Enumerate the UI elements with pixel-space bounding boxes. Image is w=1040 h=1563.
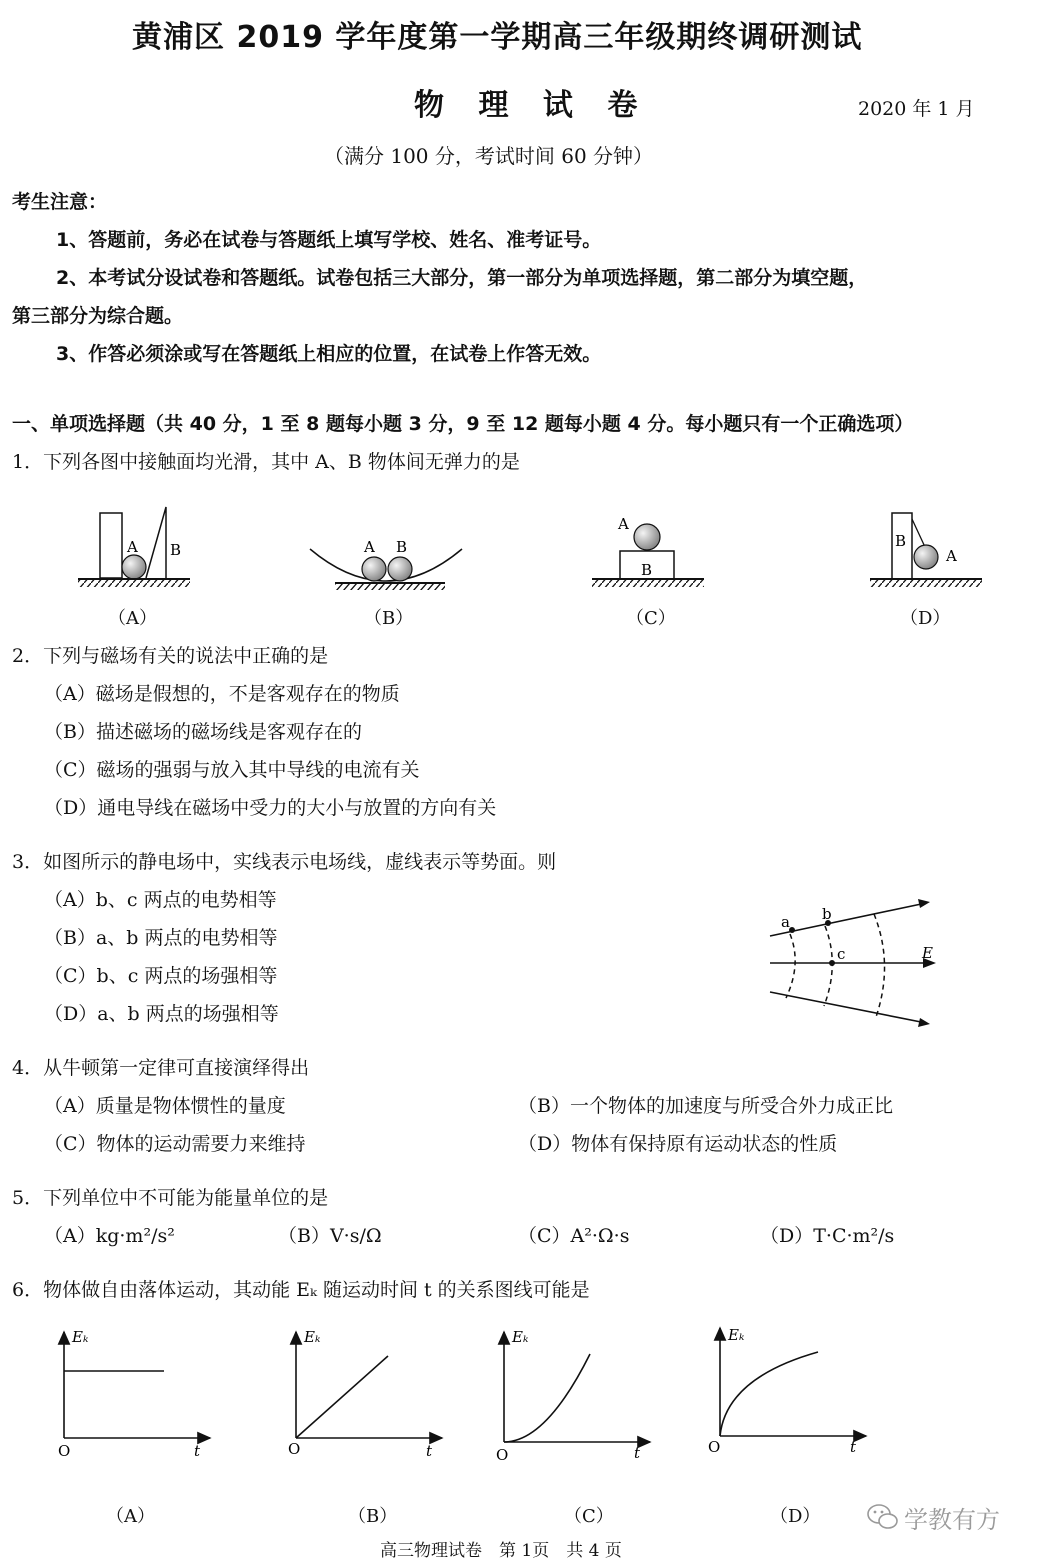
q6-graph-a-origin: O [58, 1442, 71, 1460]
q1-caption-b: （B） [364, 608, 414, 629]
q6-graph-d-y-label: Eₖ [728, 1326, 745, 1344]
q1-fig-d-label-b: B [895, 532, 907, 550]
q6-graph-d-x-label: t [850, 1438, 857, 1456]
q6-graph-d [708, 1326, 866, 1456]
q2-option-d: （D）通电导线在磁场中受力的大小与放置的方向有关 [44, 797, 497, 819]
q2-option-b: （B）描述磁场的磁场线是客观存在的 [44, 721, 362, 743]
q1-caption-a: （A） [108, 608, 157, 629]
q6-caption-d: （D） [770, 1506, 821, 1527]
q6-graph-a-x-label: t [194, 1442, 201, 1460]
wechat-icon [866, 1502, 900, 1532]
q4-stem: 4．从牛顿第一定律可直接演绎得出 [12, 1057, 310, 1079]
q6-caption-c: （C） [564, 1506, 614, 1527]
q3-option-b: （B）a、b 两点的电势相等 [44, 927, 278, 949]
q3-field-figure [760, 896, 950, 1036]
q1-fig-c-label-b: B [641, 561, 653, 579]
q2-option-c: （C）磁场的强弱与放入其中导线的电流有关 [44, 759, 420, 781]
q1-figure-b [310, 538, 462, 590]
q2-option-a: （A）磁场是假想的，不是客观存在的物质 [44, 683, 400, 705]
q4-option-c: （C）物体的运动需要力来维持 [44, 1133, 306, 1155]
notice-heading: 考生注意： [12, 191, 108, 213]
q3-field-label: E [922, 944, 933, 962]
q2-stem: 2．下列与磁场有关的说法中正确的是 [12, 645, 329, 667]
watermark-text: 学教有方 [904, 1506, 1000, 1534]
q5-stem: 5．下列单位中不可能为能量单位的是 [12, 1187, 329, 1209]
q6-graph-b-y-label: Eₖ [304, 1328, 321, 1346]
q3-option-d: （D）a、b 两点的场强相等 [44, 1003, 279, 1025]
q1-fig-a-label-a: A [127, 538, 138, 556]
q6-stem: 6．物体做自由落体运动，其动能 Eₖ 随运动时间 t 的关系图线可能是 [12, 1279, 590, 1301]
q4-option-a: （A）质量是物体惯性的量度 [44, 1095, 286, 1117]
q4-option-b: （B）一个物体的加速度与所受合外力成正比 [518, 1095, 893, 1117]
q1-figure-d [870, 513, 982, 587]
exam-subtitle: 物 理 试 卷 [414, 88, 650, 123]
q5-option-d: （D）T·C·m²/s [760, 1225, 895, 1247]
notice-item-3: 3、作答必须涂或写在答题纸上相应的位置，在试卷上作答无效。 [56, 343, 602, 365]
q6-caption-b: （B） [348, 1506, 398, 1527]
q4-option-d: （D）物体有保持原有运动状态的性质 [518, 1133, 838, 1155]
exam-date: 2020 年 1 月 [858, 98, 975, 120]
section-1-heading: 一、单项选择题（共 40 分，1 至 8 题每小题 3 分，9 至 12 题每小题 4 分。每小题只有一个正确选项） [12, 413, 914, 435]
q1-stem: 1．下列各图中接触面均光滑，其中 A、B 物体间无弹力的是 [12, 451, 520, 473]
q1-figure-a [78, 507, 190, 587]
q3-point-a-label: a [781, 913, 790, 931]
q6-graph-c [496, 1328, 650, 1464]
q1-fig-b-label-b: B [396, 538, 408, 556]
q1-fig-c-label-a: A [618, 515, 629, 533]
q6-graphs [0, 1318, 1040, 1468]
q1-figure-c [592, 515, 704, 587]
q3-point-b-label: b [822, 905, 832, 923]
q1-caption-d: （D） [900, 608, 951, 629]
notice-item-1: 1、答题前，务必在试卷与答题纸上填写学校、姓名、准考证号。 [56, 229, 602, 251]
exam-title: 黄浦区 2019 学年度第一学期高三年级期终调研测试 [132, 20, 863, 55]
notice-item-2-line-2: 第三部分为综合题。 [12, 305, 184, 327]
q3-stem: 3．如图所示的静电场中，实线表示电场线，虚线表示等势面。则 [12, 851, 557, 873]
q5-option-a: （A）kg·m²/s² [44, 1225, 175, 1247]
q5-option-b: （B）V·s/Ω [278, 1225, 382, 1247]
q6-graph-c-x-label: t [634, 1444, 641, 1462]
q6-graph-b [288, 1328, 442, 1460]
q6-graph-b-origin: O [288, 1440, 301, 1458]
page-footer: 高三物理试卷 第 1页 共 4 页 [380, 1541, 622, 1561]
q5-option-c: （C）A²·Ω·s [518, 1225, 630, 1247]
q1-fig-b-label-a: A [364, 538, 375, 556]
q6-graph-a-y-label: Eₖ [72, 1328, 89, 1346]
q3-option-c: （C）b、c 两点的场强相等 [44, 965, 278, 987]
q3-point-c-label: c [837, 945, 846, 963]
q1-fig-a-label-b: B [170, 541, 182, 559]
q3-option-a: （A）b、c 两点的电势相等 [44, 889, 277, 911]
notice-item-2-line-1: 2、本考试分设试卷和答题纸。试卷包括三大部分，第一部分为单项选择题，第二部分为填空题， [56, 267, 868, 289]
q6-graph-c-y-label: Eₖ [512, 1328, 529, 1346]
q1-caption-c: （C） [626, 608, 676, 629]
q6-graph-b-x-label: t [426, 1442, 433, 1460]
q6-caption-a: （A） [106, 1506, 155, 1527]
exam-scoring: （满分 100 分，考试时间 60 分钟） [324, 144, 654, 168]
q6-graph-d-origin: O [708, 1438, 721, 1456]
q1-fig-d-label-a: A [946, 547, 957, 565]
q6-graph-a [58, 1328, 210, 1460]
q6-graph-c-origin: O [496, 1446, 509, 1464]
